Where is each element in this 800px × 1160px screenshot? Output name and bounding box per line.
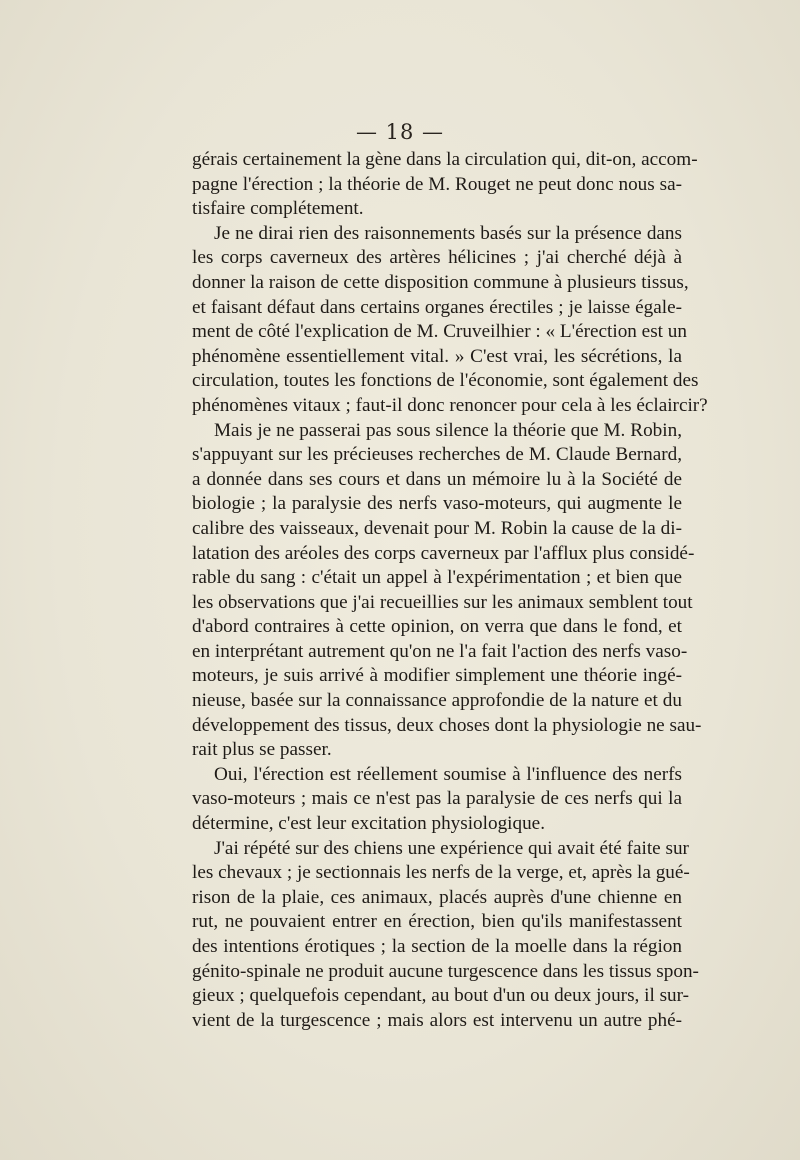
text-line: calibre des vaisseaux, devenait pour M. Robin la cause de la di-	[192, 517, 682, 539]
text-line: détermine, c'est leur excitation physiologique.	[192, 813, 545, 835]
text-line: rut, ne pouvaient entrer en érection, bien qu'ils manifestassent	[192, 911, 682, 933]
text-line: a donnée dans ses cours et dans un mémoire lu à la Société de	[192, 468, 682, 490]
text-line: Mais je ne passerai pas sous silence la théorie que M. Robin,	[214, 419, 682, 441]
text-line: latation des aréoles des corps caverneux par l'afflux plus considé-	[192, 542, 695, 564]
text-line: rable du sang : c'était un appel à l'expérimentation ; et bien que	[192, 567, 682, 589]
text-line: gieux ; quelquefois cependant, au bout d'un ou deux jours, il sur-	[192, 985, 690, 1007]
text-line: génito-spinale ne produit aucune turgescence dans les tissus spon-	[192, 960, 699, 982]
text-line: circulation, toutes les fonctions de l'économie, sont également des	[192, 370, 699, 392]
text-line: moteurs, je suis arrivé à modifier simplement une théorie ingé-	[192, 665, 682, 687]
page-number: — 18 —	[355, 120, 445, 144]
text-line: les corps caverneux des artères hélicines ; j'ai cherché déjà à	[192, 247, 682, 269]
text-line: les chevaux ; je sectionnais les nerfs de la verge, et, après la gué-	[192, 862, 690, 884]
text-line: phénomène essentiellement vital. » C'est vrai, les sécrétions, la	[192, 345, 682, 367]
text-line: phénomènes vitaux ; faut-il donc renoncer pour cela à les éclaircir?	[192, 394, 708, 416]
text-line: en interprétant autrement qu'on ne l'a fait l'action des nerfs vaso-	[192, 640, 688, 662]
text-line: biologie ; la paralysie des nerfs vaso-moteurs, qui augmente le	[192, 493, 682, 515]
text-line: rison de la plaie, ces animaux, placés auprès d'une chienne en	[192, 886, 682, 908]
text-line: développement des tissus, deux choses dont la physiologie ne sau-	[192, 714, 702, 736]
text-line: Je ne dirai rien des raisonnements basés sur la présence dans	[214, 222, 682, 244]
text-line: et faisant défaut dans certains organes érectiles ; je laisse égale-	[192, 296, 682, 318]
text-line: vient de la turgescence ; mais alors est intervenu un autre phé-	[192, 1009, 682, 1031]
text-line: s'appuyant sur les précieuses recherches de M. Claude Bernard,	[192, 444, 682, 466]
text-line: rait plus se passer.	[192, 739, 332, 761]
text-line: vaso-moteurs ; mais ce n'est pas la paralysie de ces nerfs qui la	[192, 788, 682, 810]
text-line: d'abord contraires à cette opinion, on verra que dans le fond, et	[192, 616, 682, 638]
body-text	[192, 148, 708, 1033]
text-line: pagne l'érection ; la théorie de M. Rouget ne peut donc nous sa-	[192, 173, 682, 195]
text-line: ment de côté l'explication de M. Cruveilhier : « L'érection est un	[192, 321, 687, 343]
text-line: donner la raison de cette disposition commune à plusieurs tissus,	[192, 271, 689, 293]
text-line: tisfaire complétement.	[192, 198, 364, 220]
text-line: des intentions érotiques ; la section de la moelle dans la région	[192, 936, 682, 957]
text-line: nieuse, basée sur la connaissance approfondie de la nature et du	[192, 690, 682, 712]
text-line: Oui, l'érection est réellement soumise à l'influence des nerfs	[214, 763, 682, 785]
text-line: gérais certainement la gène dans la circulation qui, dit-on, accom-	[192, 149, 698, 170]
text-line: les observations que j'ai recueillies sur les animaux semblent tout	[192, 591, 693, 613]
text-line: J'ai répété sur des chiens une expérience qui avait été faite sur	[214, 837, 689, 859]
